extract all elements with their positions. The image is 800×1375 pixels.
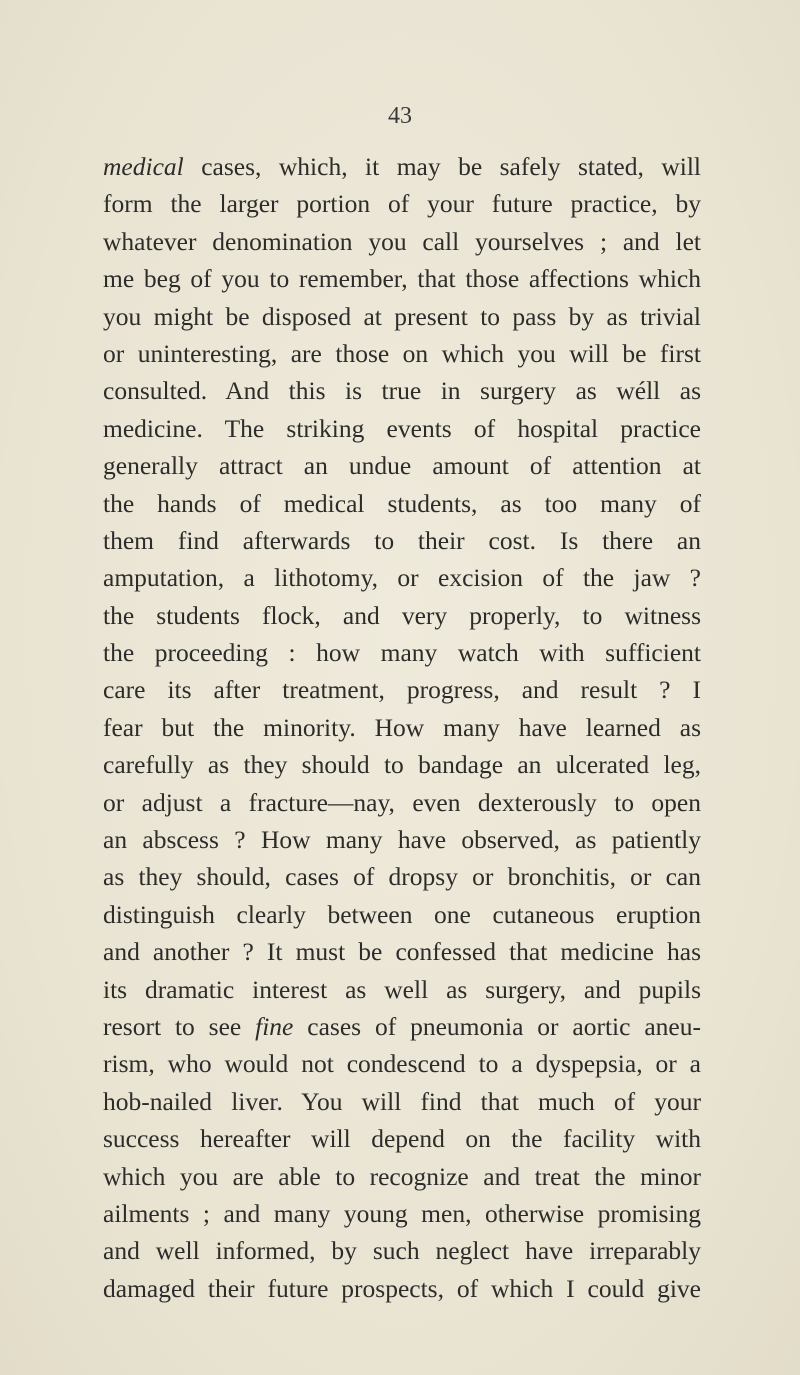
text-line	[103, 260, 701, 297]
text-segment: its dramatic interest as well as surgery, and pupils	[103, 974, 701, 1004]
text-line	[103, 148, 701, 185]
text-segment: them find afterwards to their cost. Is there an	[103, 525, 701, 555]
text-line	[103, 298, 701, 335]
text-segment: an abscess ? How many have observed, as patiently	[103, 825, 701, 855]
text-segment: cases, which, it may be safely stated, will	[183, 152, 701, 181]
text-line	[103, 1120, 701, 1157]
text-segment: generally attract an undue amount of attention at	[103, 451, 701, 481]
text-segment: the students flock, and very properly, to witness	[103, 600, 701, 630]
text-segment: rism, who would not condescend to a dyspepsia, or a	[103, 1049, 701, 1079]
text-line	[103, 410, 701, 447]
text-line	[103, 522, 701, 559]
text-segment: hob-nailed liver. You will find that much of your	[103, 1086, 701, 1116]
text-line	[103, 709, 701, 746]
text-line	[103, 746, 701, 783]
text-line	[103, 335, 701, 372]
italic-text: medical	[103, 152, 184, 181]
text-line	[103, 447, 701, 484]
text-segment: amputation, a lithotomy, or excision of the jaw ?	[103, 563, 701, 593]
text-segment: whatever denomination you call yourselves ; and let	[103, 226, 701, 256]
text-line	[103, 1232, 701, 1269]
text-segment: care its after treatment, progress, and result ? I	[103, 675, 701, 705]
text-segment: you might be disposed at present to pass by as trivial	[103, 301, 701, 331]
text-line	[103, 1083, 701, 1120]
text-line	[103, 671, 701, 708]
text-segment: as they should, cases of dropsy or bronchitis, or can	[103, 862, 701, 892]
text-line	[103, 784, 701, 821]
text-line	[103, 372, 701, 409]
text-segment: ailments ; and many young men, otherwise promising	[103, 1198, 701, 1228]
text-line	[103, 1270, 701, 1307]
text-line	[103, 597, 701, 634]
text-segment: fear but the minority. How many have learned as	[103, 712, 701, 742]
text-line	[103, 858, 701, 895]
text-line	[103, 896, 701, 933]
text-line	[103, 821, 701, 858]
text-line	[103, 1045, 701, 1082]
text-segment: success hereafter will depend on the facility with	[103, 1124, 701, 1154]
body-text	[103, 148, 701, 1307]
text-segment: medicine. The striking events of hospital practice	[103, 413, 701, 443]
text-segment: resort to see	[103, 1011, 256, 1041]
text-line	[103, 933, 701, 970]
text-segment: form the larger portion of your future practice, by	[103, 189, 701, 219]
text-segment: carefully as they should to bandage an ulcerated leg,	[103, 750, 701, 780]
text-line	[103, 485, 701, 522]
text-segment: or adjust a fracture—nay, even dexterously to open	[103, 787, 701, 817]
text-segment: me beg of you to remember, that those affections which	[103, 264, 701, 294]
text-line	[103, 634, 701, 671]
text-line	[103, 185, 701, 222]
italic-text: fine	[255, 1011, 294, 1041]
text-segment: distinguish clearly between one cutaneous eruption	[103, 899, 701, 929]
text-segment: or uninteresting, are those on which you will be first	[103, 338, 701, 368]
text-segment: cases of pneumonia or aortic aneu-	[293, 1011, 701, 1041]
text-line	[103, 1008, 701, 1045]
text-line	[103, 971, 701, 1008]
text-segment: damaged their future prospects, of which I could give	[103, 1273, 701, 1303]
text-segment: the proceeding : how many watch with sufficient	[103, 638, 701, 668]
text-segment: and another ? It must be confessed that medicine has	[103, 937, 701, 967]
text-line	[103, 223, 701, 260]
text-segment: which you are able to recognize and treat the minor	[103, 1161, 701, 1191]
text-line	[103, 559, 701, 596]
page-number: 43	[388, 103, 412, 129]
text-line	[103, 1195, 701, 1232]
text-line	[103, 1158, 701, 1195]
text-segment: the hands of medical students, as too many of	[103, 488, 701, 518]
text-segment: consulted. And this is true in surgery as wéll as	[103, 376, 701, 406]
text-segment: and well informed, by such neglect have irreparably	[103, 1236, 701, 1266]
